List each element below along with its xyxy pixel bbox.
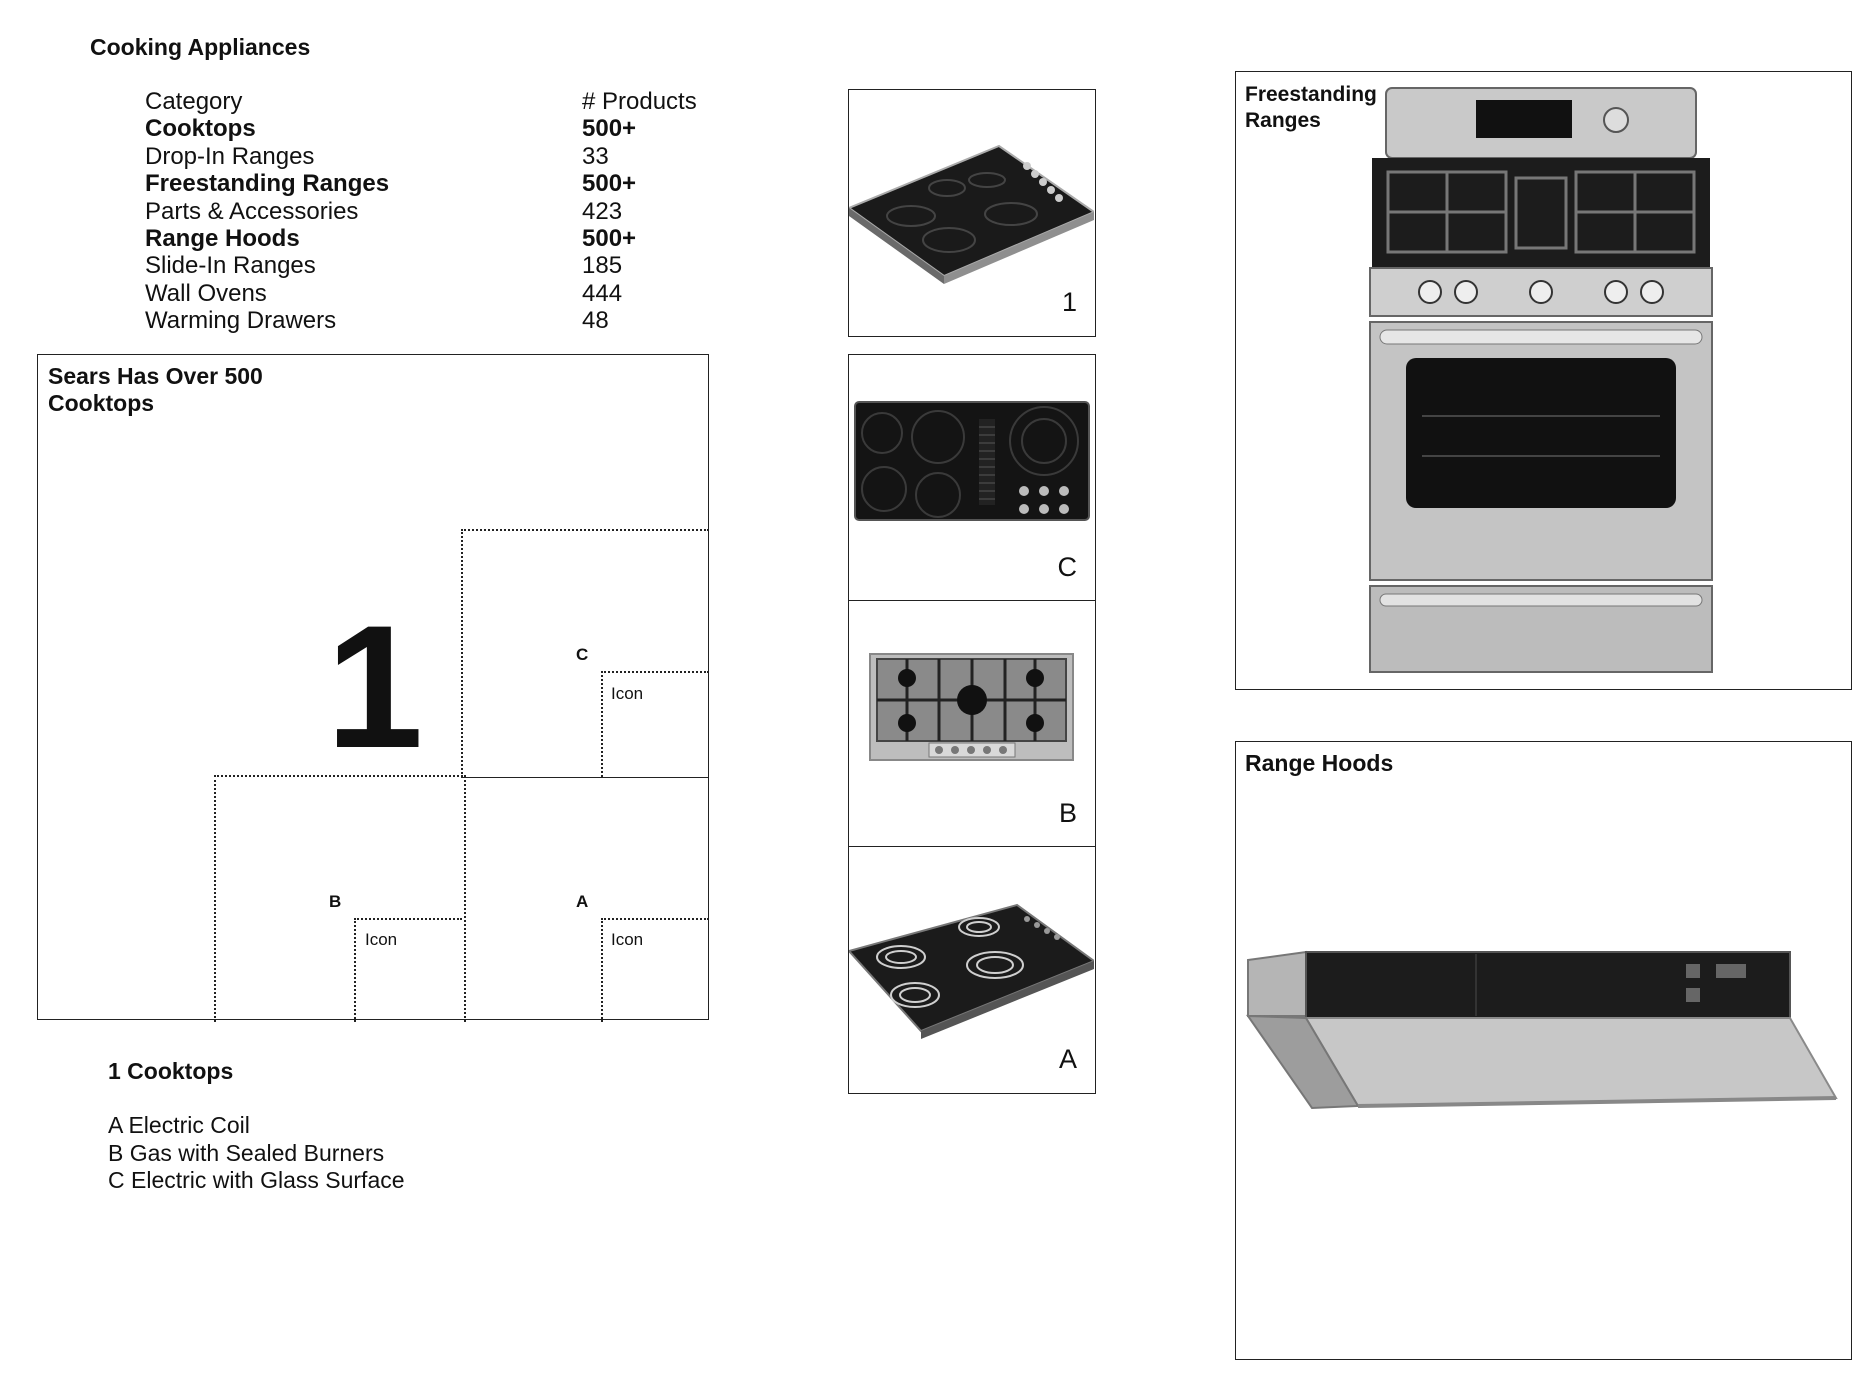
header-category: Category <box>145 88 243 115</box>
big-number: 1 <box>326 590 424 785</box>
icon-label-b: Icon <box>365 930 398 949</box>
gas-cooktop-image <box>869 653 1074 761</box>
range-hoods-panel[interactable] <box>1235 741 1852 1360</box>
cooktop-legend <box>108 1058 405 1195</box>
legend-item-a: A Electric Coil <box>108 1112 250 1138</box>
row-category[interactable]: Freestanding Ranges <box>145 170 390 198</box>
hoods-panel-title: Range Hoods <box>1245 750 1394 776</box>
thumb-label-a: A <box>1058 1044 1077 1074</box>
row-category[interactable]: Cooktops <box>145 115 256 143</box>
freestanding-ranges-panel[interactable] <box>1235 71 1852 690</box>
ranges-panel-title <box>1245 82 1377 134</box>
row-category[interactable]: Parts & Accessories <box>145 197 359 225</box>
label-b: B <box>329 892 342 911</box>
row-count: 185 <box>582 252 623 280</box>
row-count: 500+ <box>582 170 637 198</box>
row-count: 48 <box>582 307 609 335</box>
row-category[interactable]: Warming Drawers <box>145 307 337 335</box>
electric-glass-cooktop-image <box>849 140 1094 290</box>
row-count: 444 <box>582 279 623 307</box>
row-category[interactable]: Slide-In Ranges <box>145 252 316 280</box>
thumb-label-1: 1 <box>1061 287 1077 317</box>
header-products: # Products <box>582 88 697 115</box>
icon-label-a: Icon <box>611 930 644 949</box>
row-category[interactable]: Range Hoods <box>145 224 300 252</box>
thumb-cooktop-1[interactable] <box>848 89 1096 337</box>
diagram-title-line1: Sears Has Over 500 <box>48 363 263 389</box>
diagram-title-line2: Cooktops <box>48 390 155 416</box>
label-a: A <box>576 892 589 911</box>
row-category[interactable]: Wall Ovens <box>145 279 267 307</box>
legend-item-c: C Electric with Glass Surface <box>108 1167 405 1193</box>
row-count: 500+ <box>582 224 637 252</box>
thumb-cooktop-c[interactable] <box>848 354 1096 602</box>
range-hood-image <box>1246 946 1842 1146</box>
ranges-title-line1: Freestanding <box>1245 83 1377 106</box>
legend-item-b: B Gas with Sealed Burners <box>108 1139 385 1166</box>
row-count: 33 <box>582 142 609 170</box>
icon-label-c: Icon <box>611 684 644 703</box>
legend-heading: 1 Cooktops <box>108 1058 234 1084</box>
electric-coil-cooktop-image <box>849 899 1094 1039</box>
thumb-cooktop-b[interactable] <box>848 600 1096 848</box>
label-c: C <box>576 645 589 664</box>
thumb-label-c: C <box>1057 552 1077 582</box>
diagram-title <box>48 363 263 417</box>
thumb-label-b: B <box>1058 798 1077 828</box>
page-title: Cooking Appliances <box>90 34 311 60</box>
thumb-cooktop-a[interactable] <box>848 846 1096 1094</box>
ranges-title-line2: Ranges <box>1245 109 1321 132</box>
row-count: 423 <box>582 197 623 225</box>
row-category[interactable]: Drop-In Ranges <box>145 142 315 170</box>
freestanding-range-image <box>1366 86 1716 678</box>
row-count: 500+ <box>582 115 637 143</box>
cooktops-diagram <box>37 354 709 1020</box>
electric-glass-cooktop-image <box>854 401 1090 521</box>
